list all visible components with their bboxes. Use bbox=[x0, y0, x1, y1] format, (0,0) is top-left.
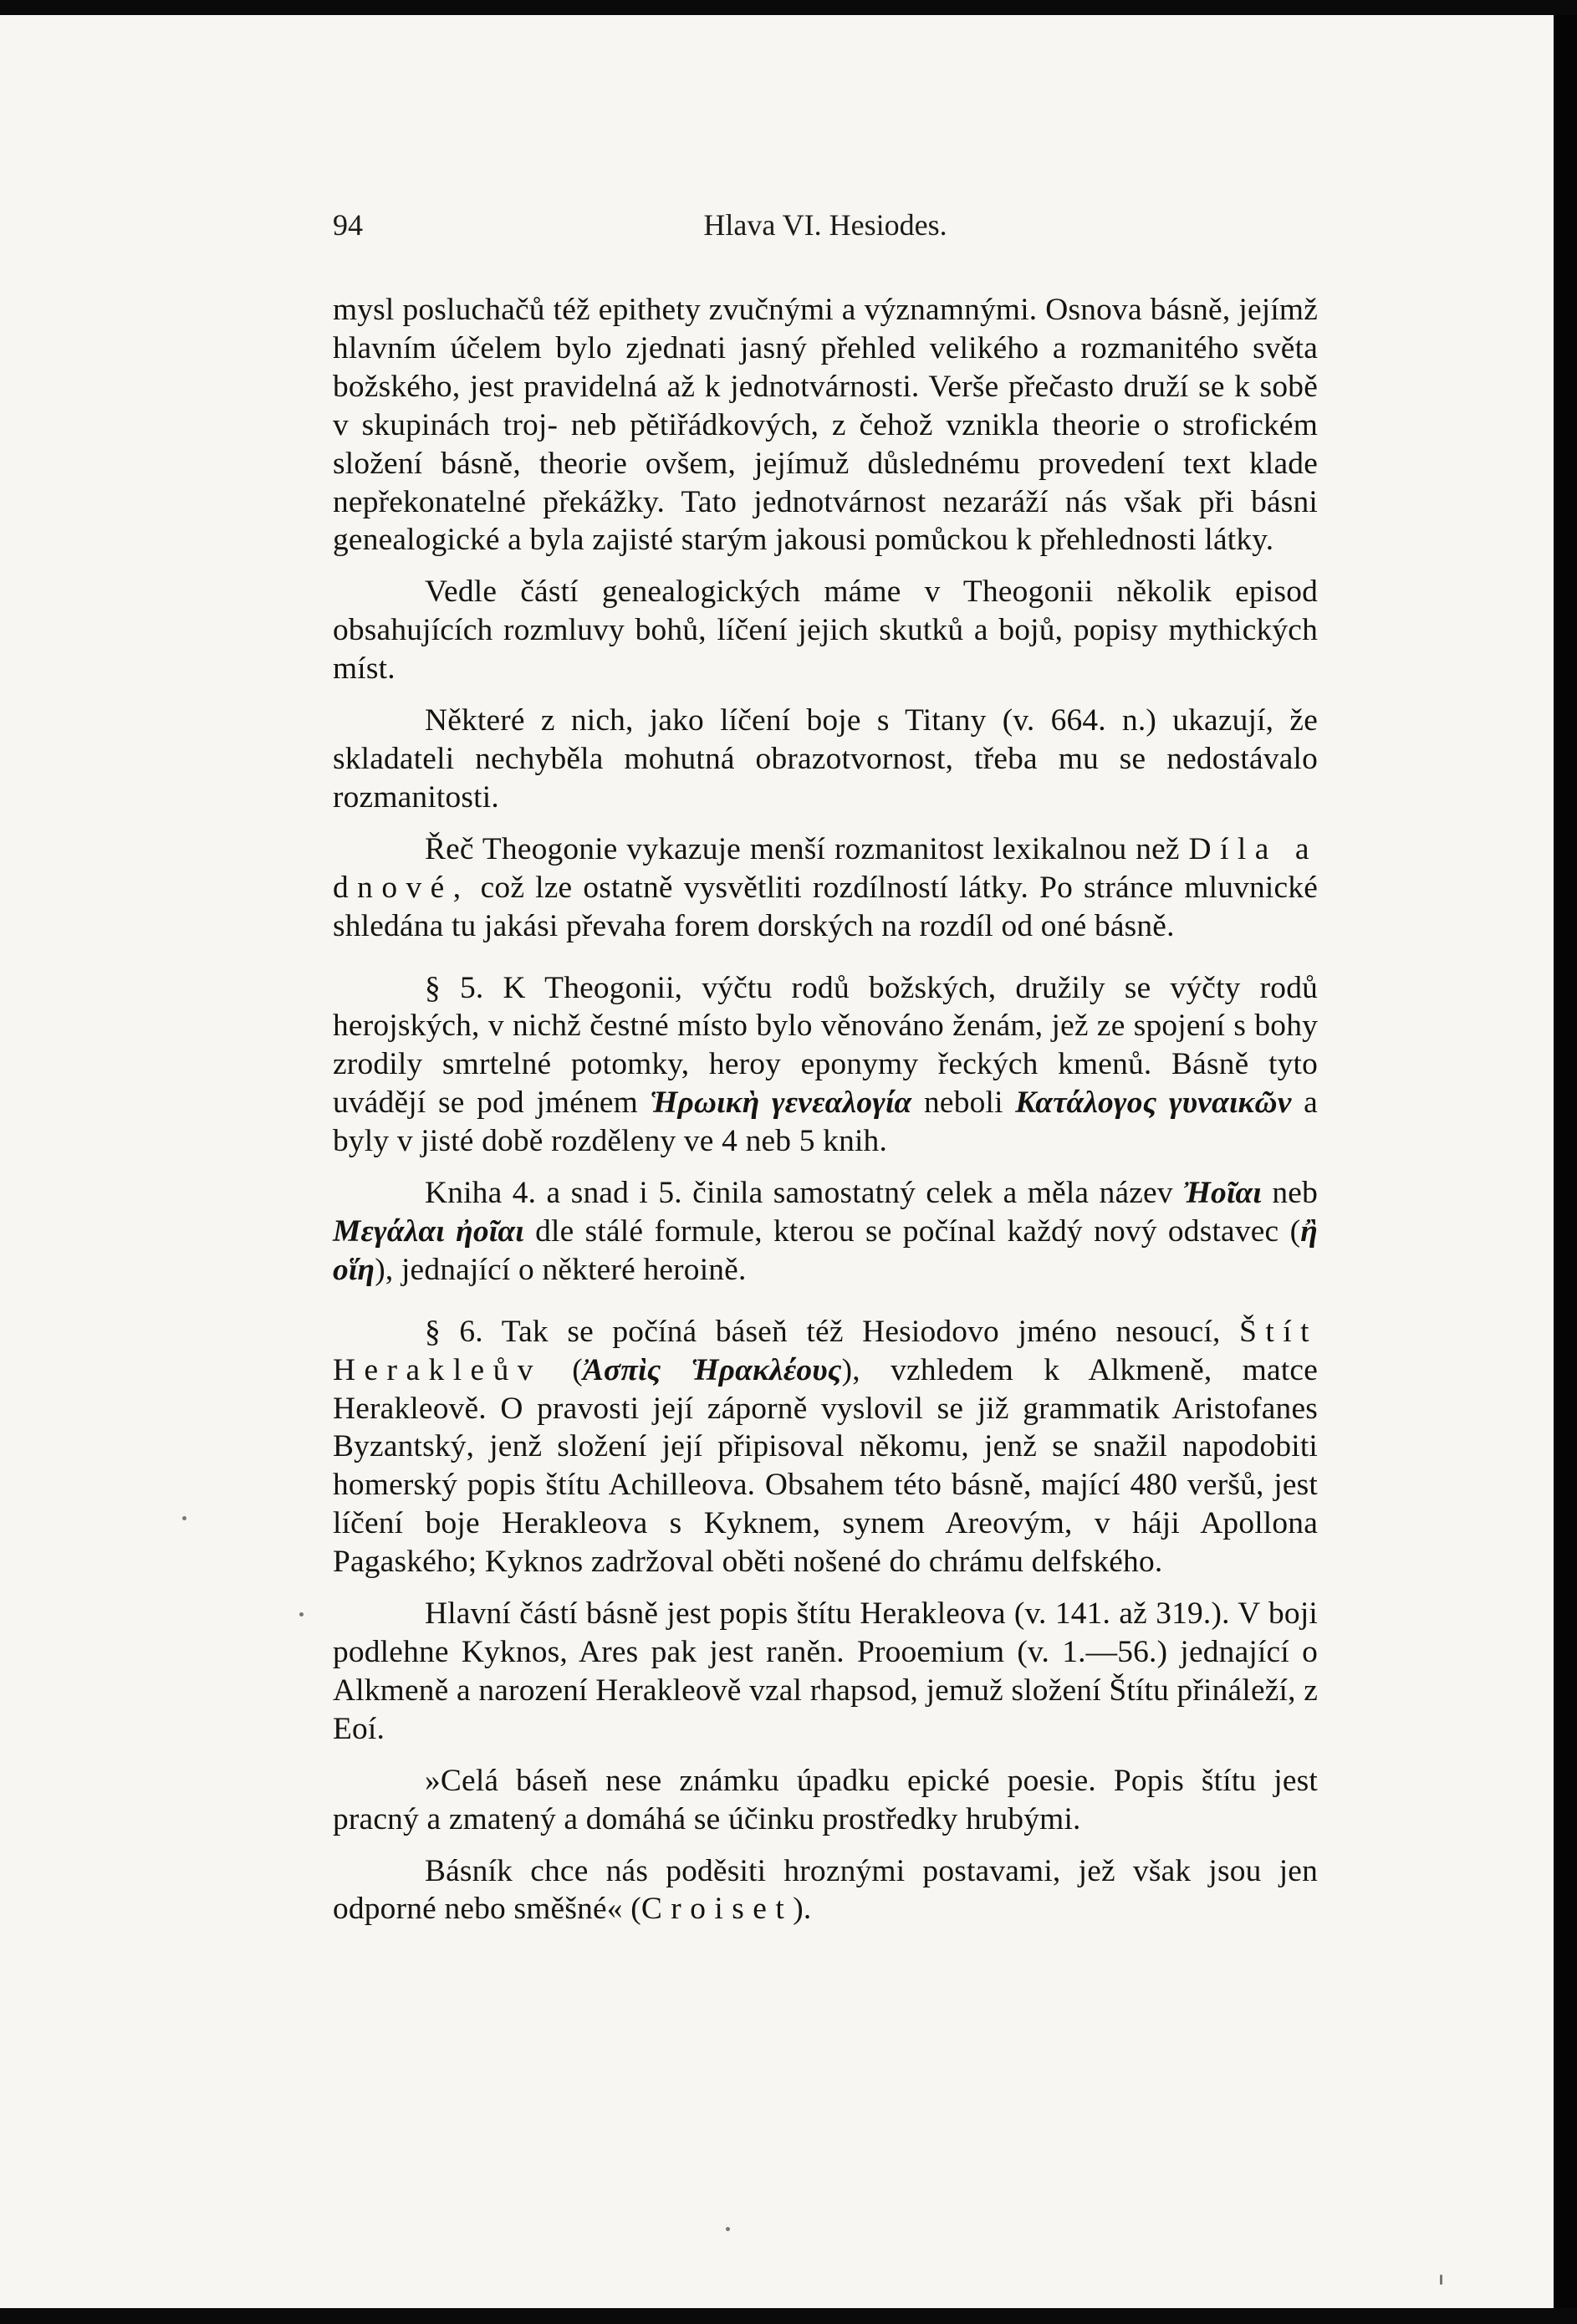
paragraph: mysl posluchačů též epithety zvučnými a významnými. Osnova básně, jejímž hlavním účelem bylo zjednati jasný přehled velikého a rozmanitého světa božského, jest pravidelná až k jednotvárnosti. Verše přečasto druží se k sobě v skupinách troj- neb pětiřádkových, z čehož vznikla theorie o strofickém složení básně, theorie ovšem, jejímuž důslednému provedení text klade nepřekonatelné překážky. Tato jednotvárnost nezaráží nás však při básni genealogické a byla zajisté starým jakousi pomůckou k přehlednosti látky. bbox=[333, 293, 1318, 558]
paragraph-quote bbox=[333, 1852, 1318, 1929]
greek-title: Ἡρωικὴ γενεαλογία bbox=[650, 1085, 912, 1121]
text-run: ), jednající o některé heroině. bbox=[375, 1252, 747, 1287]
emphasized-title: Štít Herakleův bbox=[333, 1314, 1318, 1387]
text-run: Básník chce nás poděsiti hroznými postavami, jež však jsou jen odporné nebo směšné« ( bbox=[333, 1853, 1318, 1927]
text-run: neboli bbox=[924, 1085, 1003, 1121]
paragraph-section-6: § 6. Tak se počíná báseň též Hesiodovo jméno nesoucí, Štít Herakleův (Ἀσπὶς Ἡρακλέους), vzhledem k Alkmeně, matce Herakleově. O pravosti její záporně vyslovil se již grammatik Aristofanes Byzantský, jenž složení její připisoval někomu, jenž se snažil napodobiti homerský popis štítu Achilleova. Obsahem této básně, mající 480 veršů, jest líčení boje Herakleova s Kyknem, synem Areovým, v háji Apollona Pagaského; Kyknos zadržoval oběti nošené do chrámu delfského. bbox=[333, 1314, 1319, 1580]
text-run: § 6. Tak se počíná báseň též Hesiodovo jméno nesoucí, bbox=[425, 1314, 1221, 1349]
text-run: a byly v jisté době rozděleny ve 4 neb 5 knih. bbox=[333, 1085, 1318, 1159]
paragraph: Hlavní částí básně jest popis štítu Herakleova (v. 141. až 319.). V boji podlehne Kyknos, Ares pak jest raněn. Prooemium (v. 1.—56.) jednající o Alkmeně a narození Herakleově vzal rhapsod, jemuž složení Štítu přináleží, z Eoí. bbox=[333, 1596, 1319, 1746]
greek-title: Κατάλογος γυναικῶν bbox=[1015, 1085, 1292, 1121]
text-run: dle stálé formule, kterou se počínal každý nový odstavec ( bbox=[535, 1213, 1301, 1249]
text-run: což lze ostatně vysvětliti rozdílností látky. Po stránce mluvnické shledána tu jakási převaha forem dorských na rozdíl od oné básně. bbox=[333, 870, 1318, 943]
book-page bbox=[0, 15, 1554, 2320]
greek-title: Μεγάλαι ἠοῖαι bbox=[333, 1213, 524, 1249]
text-run: § 5. K Theogonii, výčtu rodů božských, družily se výčty rodů herojských, v nichž čestné místo bylo věnováno ženám, jež ze spojení s bohy zrodily smrtelné potomky, heroy eponymy řeckých kmenů. Básně tyto uvádějí se pod jménem bbox=[333, 970, 1318, 1121]
text-run: Řeč Theogonie vykazuje menší rozmanitost lexikalnou než bbox=[425, 831, 1180, 866]
paragraph-section-5 bbox=[333, 969, 1318, 1162]
paper-speck bbox=[1440, 2275, 1442, 2285]
paragraph-quote: »Celá báseň nese známku úpadku epické poesie. Popis štítu jest pracný a zmatený a domáhá se účinku prostředky hrubými. bbox=[333, 1763, 1318, 1836]
running-title: Hlava VI. Hesiodes. bbox=[703, 208, 947, 242]
paper-speck bbox=[726, 2227, 730, 2231]
paragraph bbox=[333, 830, 1318, 946]
page-header bbox=[333, 201, 1318, 251]
greek-formula: ἢ οἵη bbox=[333, 1213, 1318, 1287]
paragraph bbox=[333, 1174, 1318, 1290]
paper-speck bbox=[182, 1516, 186, 1520]
paper-speck bbox=[299, 1612, 304, 1617]
text-run: ), vzhledem k Alkmeně, matce Herakleově. O pravosti její záporně vyslovil se již grammatik Aristofanes Byzantský, jenž složení její připisoval někomu, jenž se snažil napodobiti homerský popis štítu Achilleova. Obsahem této básně, mající 480 veršů, jest líčení boje Herakleova s Kyknem, synem Areovým, v háji Apollona Pagaského; Kyknos zadržoval oběti nošené do chrámu delfského. bbox=[333, 1352, 1319, 1580]
greek-title: Ἀσπὶς Ἡρακλέους bbox=[582, 1352, 842, 1387]
paragraph: Vedle částí genealogických máme v Theogonii několik episod obsahujících rozmluvy bohů, líčení jejich skutků a bojů, popisy mythických míst. bbox=[333, 575, 1318, 687]
page-edge-shadow bbox=[1554, 15, 1577, 2308]
text-run: Kniha 4. a snad i 5. činila samostatný celek a měla název bbox=[425, 1176, 1173, 1211]
page-body bbox=[333, 291, 1318, 1928]
page-number: 94 bbox=[333, 208, 363, 242]
emphasized-title: Díla a dnové, bbox=[333, 831, 1318, 905]
text-run: ). bbox=[793, 1892, 812, 1927]
paragraph: Některé z nich, jako líčení boje s Titany (v. 664. n.) ukazují, že skladateli nechyběla mohutná obrazotvornost, třeba mu se nedostávalo rozmanitosti. bbox=[333, 703, 1318, 815]
text-run: neb bbox=[1272, 1176, 1318, 1211]
author-name: Croiset bbox=[640, 1892, 794, 1927]
greek-title: Ἠοῖαι bbox=[1183, 1176, 1263, 1211]
